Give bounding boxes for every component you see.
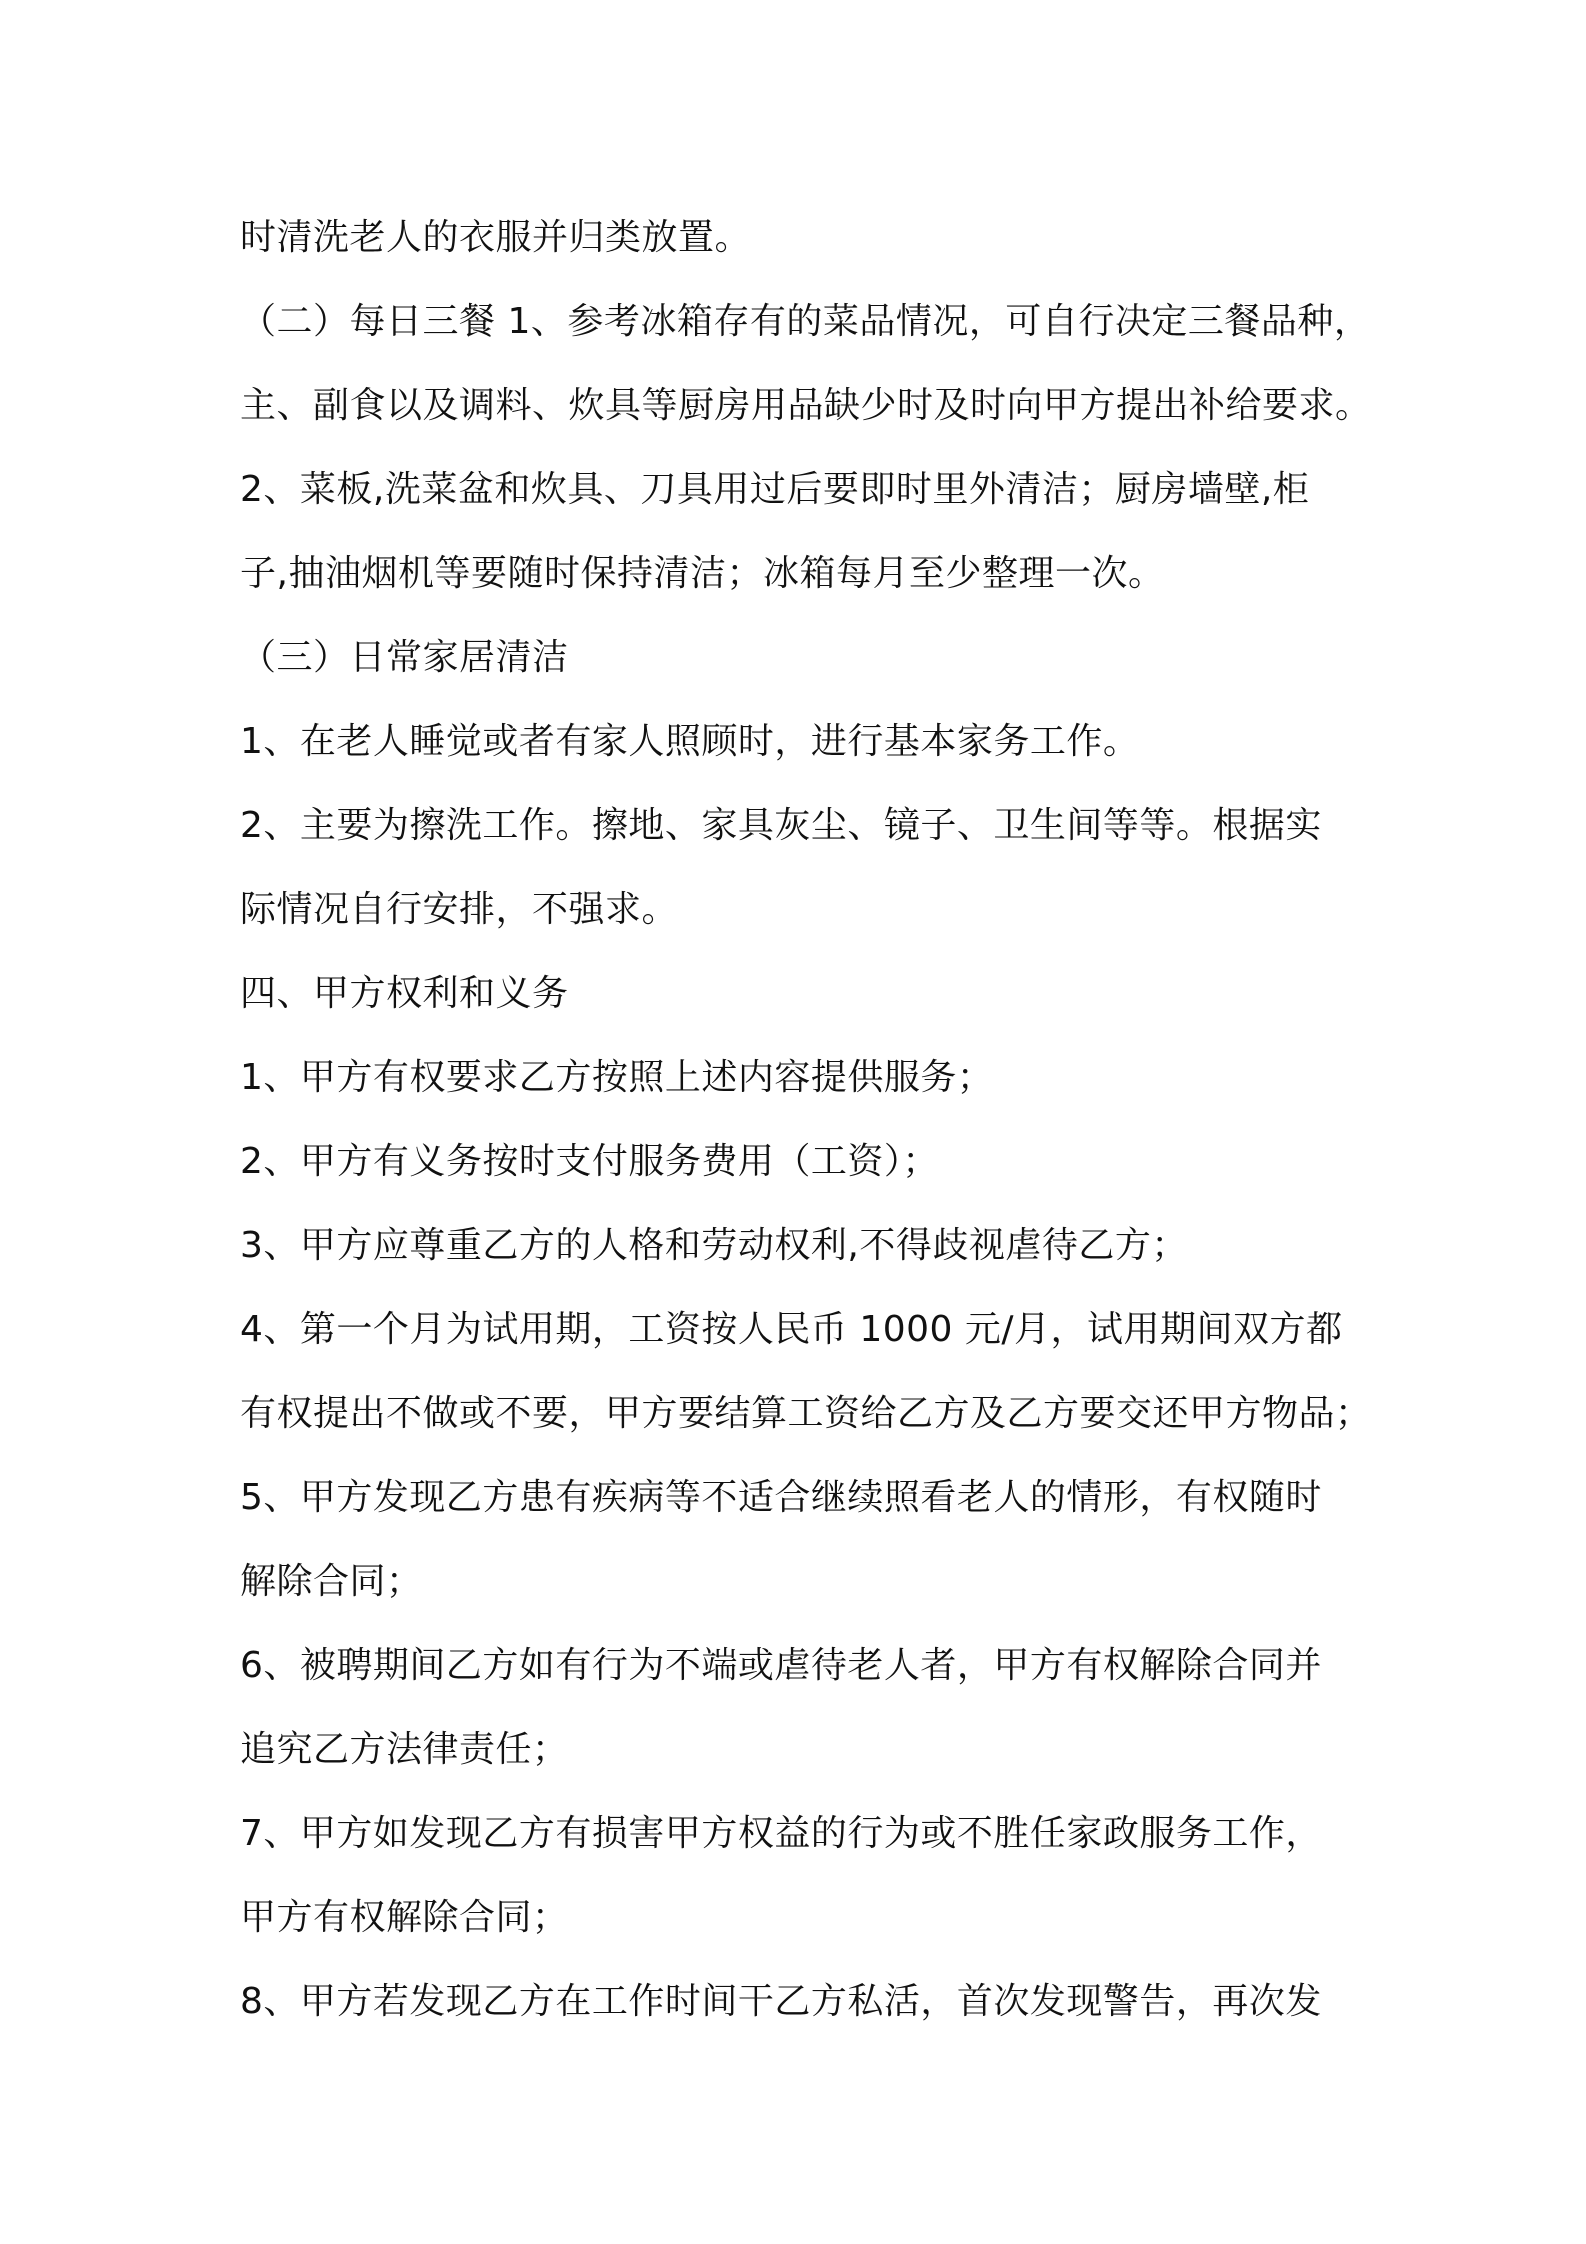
text-line: 际情况自行安排，不强求。 <box>240 889 679 930</box>
text-line: 时清洗老人的衣服并归类放置。 <box>240 217 752 258</box>
text-line: 1、甲方有权要求乙方按照上述内容提供服务； <box>240 1057 994 1098</box>
text-line: 2、菜板,洗菜盆和炊具、刀具用过后要即时里外清洁；厨房墙壁,柜 <box>240 469 1310 510</box>
text-line: 6、被聘期间乙方如有行为不端或虐待老人者，甲方有权解除合同并 <box>240 1645 1322 1686</box>
text-line: 2、甲方有义务按时支付服务费用（工资）； <box>240 1141 939 1182</box>
text-line: 有权提出不做或不要，甲方要结算工资给乙方及乙方要交还甲方物品； <box>240 1393 1372 1434</box>
text-line: 子,抽油烟机等要随时保持清洁；冰箱每月至少整理一次。 <box>240 553 1165 594</box>
text-line: 5、甲方发现乙方患有疾病等不适合继续照看老人的情形，有权随时 <box>240 1477 1322 1518</box>
text-line: 4、第一个月为试用期，工资按人民币 1000 元/月，试用期间双方都 <box>240 1309 1343 1350</box>
text-line: （二）每日三餐 1、参考冰箱存有的菜品情况，可自行决定三餐品种， <box>240 301 1371 342</box>
text-line: 主、副食以及调料、炊具等厨房用品缺少时及时向甲方提出补给要求。 <box>240 385 1372 426</box>
text-line: 8、甲方若发现乙方在工作时间干乙方私活，首次发现警告，再次发 <box>240 1981 1322 2022</box>
section-heading: 四、甲方权利和义务 <box>240 973 569 1014</box>
document-body <box>240 196 1390 2044</box>
text-line: 2、主要为擦洗工作。擦地、家具灰尘、镜子、卫生间等等。根据实 <box>240 805 1322 846</box>
text-line: 解除合同； <box>240 1561 423 1602</box>
text-line: 甲方有权解除合同； <box>240 1897 569 1938</box>
section-heading: （三）日常家居清洁 <box>240 637 569 678</box>
text-line: 追究乙方法律责任； <box>240 1729 569 1770</box>
text-line: 7、甲方如发现乙方有损害甲方权益的行为或不胜任家政服务工作， <box>240 1813 1322 1854</box>
text-line: 1、在老人睡觉或者有家人照顾时，进行基本家务工作。 <box>240 721 1140 762</box>
text-line: 3、甲方应尊重乙方的人格和劳动权利,不得歧视虐待乙方； <box>240 1225 1188 1266</box>
